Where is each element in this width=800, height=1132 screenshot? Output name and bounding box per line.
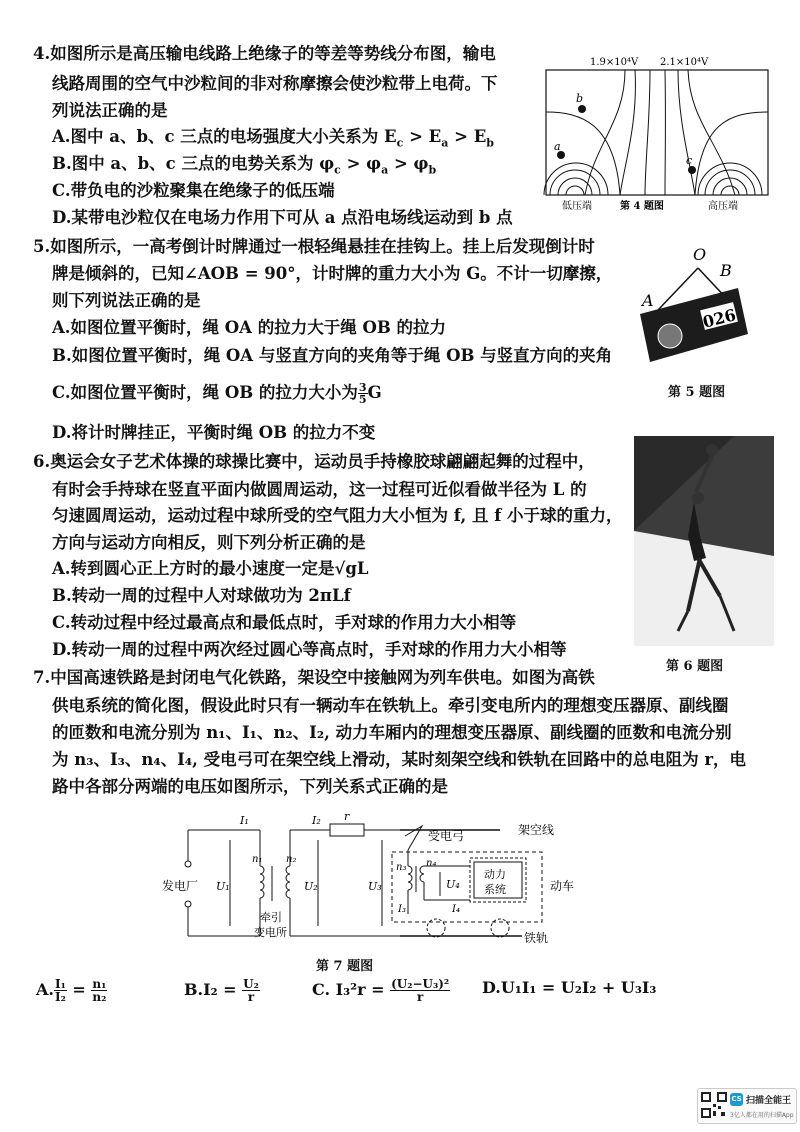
q7-n1: n₁ xyxy=(252,854,263,865)
q7-u2: U₂ xyxy=(304,880,318,893)
q4-point-c: c xyxy=(686,154,693,167)
q4-low-end: 低压端 xyxy=(562,201,592,212)
q7-station-2: 变电所 xyxy=(254,926,287,939)
q5-option-d: D.将计时牌挂正，平衡时绳 OB 的拉力不变 xyxy=(52,423,376,442)
q4-option-c: C.带负电的沙粒聚集在绝缘子的低压端 xyxy=(52,181,335,200)
q7-caption: 第 7 题图 xyxy=(316,959,374,974)
q7-u3: U₃ xyxy=(368,880,382,893)
q7-line-3: 的匝数和电流分别为 n₁、I₁、n₂、I₂, 动力车厢内的理想变压器原、副线圈的匝数和电流分别 xyxy=(52,723,732,742)
q5-option-a: A.如图位置平衡时，绳 OA 的拉力大于绳 OB 的拉力 xyxy=(52,318,447,337)
q5-line-3: 则下列说法正确的是 xyxy=(52,291,201,310)
q7-train: 动车 xyxy=(550,879,575,893)
q6-line-3: 匀速圆周运动，运动过程中球所受的空气阻力大小恒为 f, 且 f 小于球的重力， xyxy=(52,506,623,525)
q4-line-3: 列说法正确的是 xyxy=(52,101,168,120)
q7-i1: I₁ xyxy=(240,814,249,827)
q4-line-2: 线路周围的空气中沙粒间的非对称摩擦会使沙粒带上电荷。下 xyxy=(52,74,498,93)
q4-option-d: D.某带电沙粒仅在电场力作用下可从 a 点沿电场线运动到 b 点 xyxy=(52,208,513,227)
q5-line-2: 牌是倾斜的，已知∠AOB = 90°，计时牌的重力大小为 G。不计一切摩擦， xyxy=(52,264,613,283)
q7-line-1: 7.中国高速铁路是封闭电气化铁路，架设空中接触网为列车供电。如图为高铁 xyxy=(33,668,595,687)
q4-fig-label-1: 1.9×10⁴V xyxy=(590,57,639,68)
q7-u4: U₄ xyxy=(446,878,460,891)
q4-point-c-marker xyxy=(688,166,696,174)
q4-fig-label-2: 2.1×10⁴V xyxy=(660,57,709,68)
q4-point-b: b xyxy=(576,92,584,105)
q5-figure xyxy=(630,244,770,369)
badge-subtitle: 3亿人都在用的扫描App xyxy=(730,1112,794,1119)
q7-station-1: 牵引 xyxy=(260,911,282,924)
q6-option-a: A.转到圆心正上方时的最小速度一定是√gL xyxy=(52,559,369,578)
scanner-badge xyxy=(697,1088,797,1124)
q7-r: r xyxy=(344,810,350,823)
q6-option-d: D.转动一周的过程中两次经过圆心等高点时，手对球的作用力大小相等 xyxy=(52,640,567,659)
q7-power-1: 动力 xyxy=(484,868,506,881)
q6-caption: 第 6 题图 xyxy=(666,659,724,674)
badge-title: 扫描全能王 xyxy=(746,1096,792,1106)
q4-option-b: B.图中 a、b、c 三点的电势关系为 $\varphi_c > \varphi_a > \varphi_b$ xyxy=(52,154,437,177)
q7-line-4: 为 n₃、I₃、n₄、I₄, 受电弓可在架空线上滑动，某时刻架空线和铁轨在回路中的总电阻为 r，电 xyxy=(52,750,747,769)
q7-i3: I₃ xyxy=(398,904,406,915)
q7-option-b: B.I₂ = $\frac{\text{U₂}}{r}$ xyxy=(184,977,259,1004)
q5-option-b: B.如图位置平衡时，绳 OA 与竖直方向的夹角等于绳 OB 与竖直方向的夹角 xyxy=(52,346,613,365)
q7-pantograph: 受电弓 xyxy=(428,829,465,843)
q6-photo xyxy=(634,436,774,646)
q5-caption: 第 5 题图 xyxy=(668,385,726,400)
q7-i2: I₂ xyxy=(312,814,321,827)
q4-point-b-marker xyxy=(578,105,586,113)
q7-option-a: A. $\frac{\text{I₁}}{\text{I₂}}$ = $\frac{\text{n₁}}{\text{n₂}}$ xyxy=(36,977,107,1004)
q5-option-c: C.如图位置平衡时，绳 OB 的拉力大小为 $\frac{3}{5}$ G xyxy=(52,381,382,406)
q6-option-c: C.转动过程中经过最高点和最低点时，手对球的作用力大小相等 xyxy=(52,613,517,632)
qr-code-icon xyxy=(701,1092,727,1118)
q7-option-d: D.U₁I₁ = U₂I₂ + U₃I₃ xyxy=(482,978,657,997)
q7-n3: n₃ xyxy=(396,862,407,873)
q4-caption: 第 4 题图 xyxy=(620,201,664,212)
q6-line-1: 6.奥运会女子艺术体操的球操比赛中，运动员手持橡胶球翩翩起舞的过程中， xyxy=(33,452,595,471)
q7-power-2: 系统 xyxy=(484,883,506,896)
q7-option-c: C. I₃²r = $\frac{\text{(U₂−U₃)²}}{r}$ xyxy=(312,977,450,1004)
q7-circuit-diagram xyxy=(160,806,590,951)
q4-high-end: 高压端 xyxy=(708,201,738,212)
cs-logo-icon: CS xyxy=(730,1093,743,1106)
q4-point-a: a xyxy=(554,140,561,153)
q7-n4: n₄ xyxy=(426,858,437,869)
q7-i4: I₄ xyxy=(452,904,460,915)
q7-line-2: 供电系统的简化图，假设此时只有一辆动车在铁轨上。牵引变电所内的理想变压器原、副线圈 xyxy=(52,696,729,715)
q5-label-a: A xyxy=(642,291,654,310)
q4-line-1: 4.如图所示是高压输电线路上绝缘子的等差等势线分布图，输电 xyxy=(33,44,496,63)
q7-overhead: 架空线 xyxy=(518,823,555,837)
q6-line-2: 有时会手持球在竖直平面内做圆周运动，这一过程可近似看做半径为 L 的 xyxy=(52,480,587,499)
q7-u1: U₁ xyxy=(216,880,230,893)
q7-plant: 发电厂 xyxy=(162,879,199,893)
q5-label-o: O xyxy=(693,245,707,264)
q6-option-b: B.转动一周的过程中人对球做功为 2πLf xyxy=(52,586,351,605)
q5-digits: 026 xyxy=(700,305,738,332)
q7-line-5: 路中各部分两端的电压如图所示，下列关系式正确的是 xyxy=(52,777,448,796)
q7-n2: n₂ xyxy=(286,854,297,865)
q6-line-4: 方向与运动方向相反，则下列分析正确的是 xyxy=(52,533,366,552)
q7-rail: 铁轨 xyxy=(524,931,549,945)
q4-option-a: A.图中 a、b、c 三点的电场强度大小关系为 $E_c > E_a > E_b$ xyxy=(52,127,494,150)
q4-figure xyxy=(540,52,775,212)
q5-label-b: B xyxy=(720,261,732,280)
q5-line-1: 5.如图所示，一高考倒计时牌通过一根轻绳悬挂在挂钩上。挂上后发现倒计时 xyxy=(33,237,595,256)
